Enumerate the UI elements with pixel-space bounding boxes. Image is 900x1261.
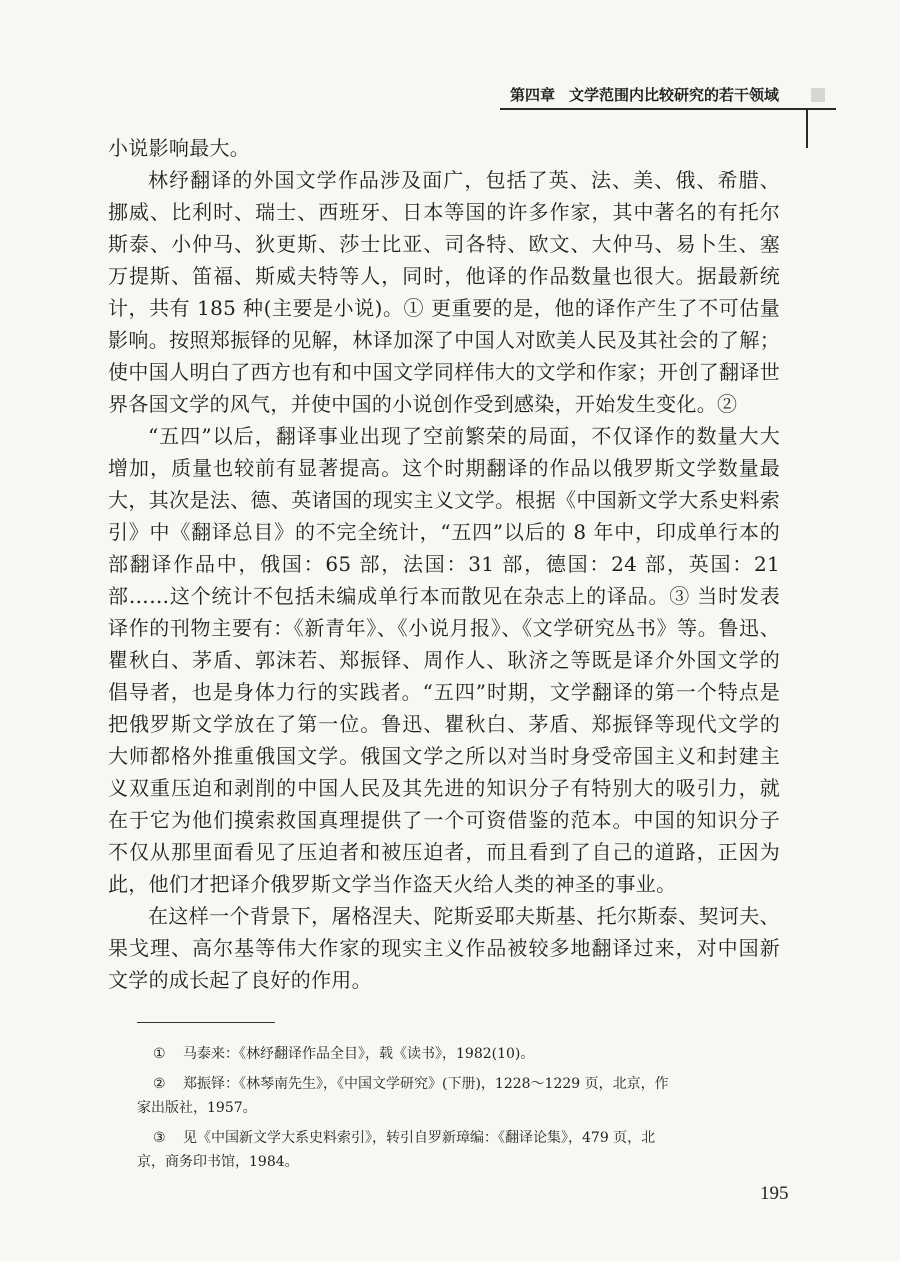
body-line: 影响。按照郑振铎的见解，林译加深了中国人对欧美人民及其社会的了解；: [108, 328, 780, 352]
chapter-number: 第四章: [510, 86, 556, 104]
body-line: 不仅从那里面看见了压迫者和被压迫者，而且看到了自己的道路，正因为: [108, 840, 780, 864]
body-line: 在这样一个背景下，屠格涅夫、陀斯妥耶夫斯基、托尔斯泰、契诃夫、: [148, 904, 780, 928]
footnote-mark: ③: [153, 1130, 166, 1146]
body-line: 大，其次是法、德、英诸国的现实主义文学。根据《中国新文学大系史料索: [108, 488, 780, 512]
header-rule-vertical: [806, 108, 808, 148]
header-rule: [500, 108, 836, 110]
body-line: 斯泰、小仲马、狄更斯、莎士比亚、司各特、欧文、大仲马、易卜生、塞: [108, 232, 780, 256]
footnote-2: [137, 1072, 777, 1120]
body-line: 义双重压迫和剥削的中国人民及其先进的知识分子有特别大的吸引力，就: [108, 776, 780, 800]
footnote-text: 京，商务印书馆，1984。: [137, 1154, 299, 1170]
footnote-mark: ①: [153, 1046, 166, 1062]
page-number: 195: [760, 1183, 789, 1204]
footnote-separator: [137, 1022, 275, 1023]
body-line: 倡导者，也是身体力行的实践者。“五四”时期，文学翻译的第一个特点是: [108, 680, 780, 704]
running-header: [510, 84, 810, 108]
footnote-text: 家出版社，1957。: [137, 1100, 257, 1116]
body-line: 大师都格外推重俄国文学。俄国文学之所以对当时身受帝国主义和封建主: [108, 744, 780, 768]
body-line: 使中国人明白了西方也有和中国文学同样伟大的文学和作家；开创了翻译世: [108, 360, 780, 384]
footnote-1: [137, 1042, 777, 1066]
footnote-text: 马泰来：《林纾翻译作品全目》，载《读书》，1982(10)。: [183, 1046, 535, 1062]
body-line: 果戈理、高尔基等伟大作家的现实主义作品被较多地翻译过来，对中国新: [108, 936, 780, 960]
body-line: 小说影响最大。: [108, 136, 251, 160]
body-line: 文学的成长起了良好的作用。: [108, 968, 372, 992]
footnote-mark: ②: [153, 1076, 166, 1092]
body-line: “五四”以后，翻译事业出现了空前繁荣的局面，不仅译作的数量大大: [148, 424, 780, 448]
body-line: 把俄罗斯文学放在了第一位。鲁迅、瞿秋白、茅盾、郑振铎等现代文学的: [108, 712, 780, 736]
body-line: 增加，质量也较前有显著提高。这个时期翻译的作品以俄罗斯文学数量最: [108, 456, 780, 480]
body-line: 计，共有 185 种(主要是小说)。① 更重要的是，他的译作产生了不可估量: [108, 296, 780, 320]
body-line: 此，他们才把译介俄罗斯文学当作盗天火给人类的神圣的事业。: [108, 872, 677, 896]
header-marker: [811, 88, 825, 102]
footnote-text: 见《中国新文学大系史料索引》，转引自罗新璋编：《翻译论集》，479 页，北: [183, 1130, 656, 1146]
body-line: 在于它为他们摸索救国真理提供了一个可资借鉴的范本。中国的知识分子: [108, 808, 780, 832]
footnotes: [137, 1042, 777, 1180]
body-line: 部翻译作品中，俄国：65 部，法国：31 部，德国：24 部，英国：21: [108, 552, 780, 576]
body-line: 万提斯、笛福、斯威夫特等人，同时，他译的作品数量也很大。据最新统: [108, 264, 780, 288]
body-line: 林纾翻译的外国文学作品涉及面广，包括了英、法、美、俄、希腊、: [148, 168, 780, 192]
body-text: [108, 132, 780, 996]
body-line: 译作的刊物主要有：《新青年》、《小说月报》、《文学研究丛书》等。鲁迅、: [108, 616, 780, 640]
footnote-3: [137, 1126, 777, 1174]
body-line: 部……这个统计不包括未编成单行本而散见在杂志上的译品。③ 当时发表: [108, 584, 780, 608]
body-line: 引》中《翻译总目》的不完全统计，“五四”以后的 8 年中，印成单行本的: [108, 520, 780, 544]
body-line: 瞿秋白、茅盾、郭沫若、郑振铎、周作人、耿济之等既是译介外国文学的: [108, 648, 780, 672]
body-line: 挪威、比利时、瑞士、西班牙、日本等国的许多作家，其中著名的有托尔: [108, 200, 780, 224]
chapter-title: 文学范围内比较研究的若干领域: [569, 86, 780, 104]
footnote-text: 郑振铎：《林琴南先生》，《中国文学研究》(下册)，1228～1229 页，北京，作: [183, 1076, 669, 1092]
body-line: 界各国文学的风气，并使中国的小说创作受到感染，开始发生变化。②: [108, 392, 738, 416]
